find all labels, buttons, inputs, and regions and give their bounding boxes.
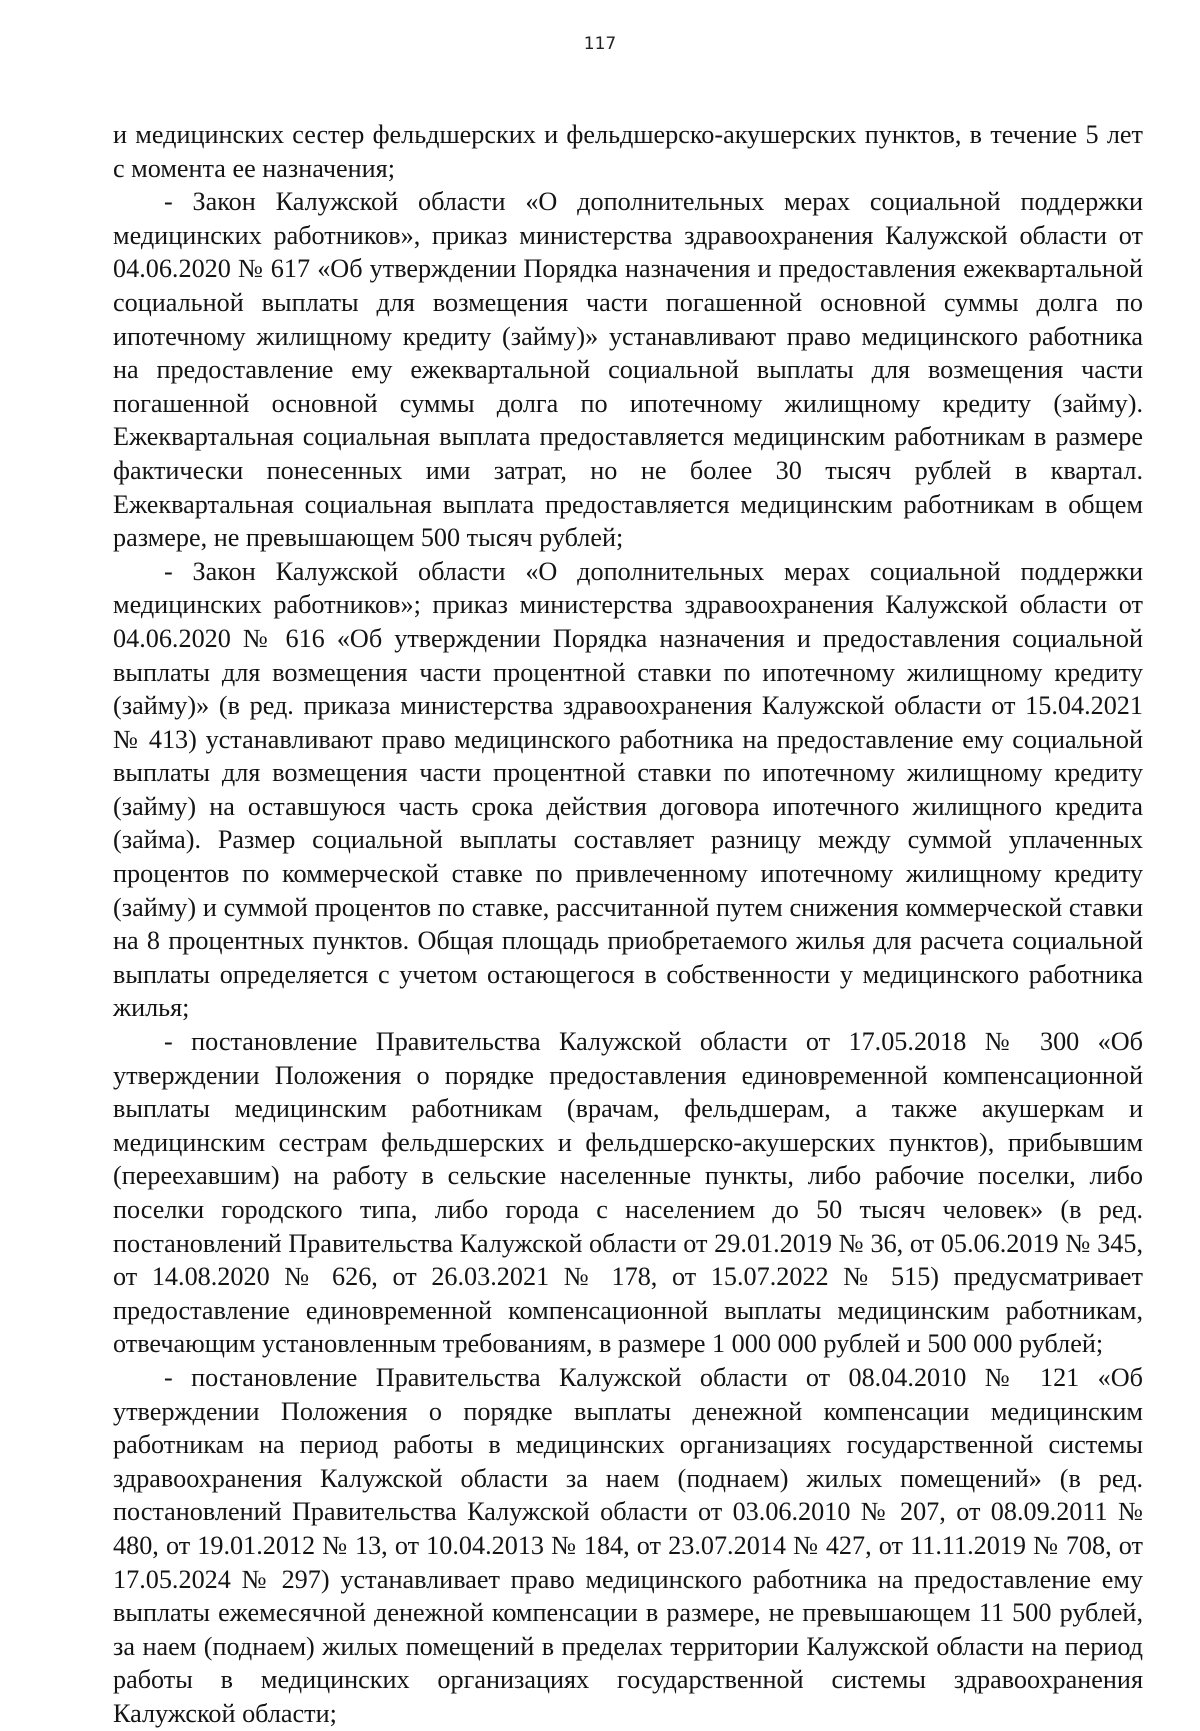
paragraph-continuation: и медицинских сестер фельдшерских и фельдшерско-акушерских пунктов, в течение 5 лет с момента ее назначения; (113, 120, 1143, 183)
paragraph-law-quarterly-payment: - Закон Калужской области «О дополнительных мерах социальной поддержки медицинских работников», приказ министерства здравоохранения Калужской области от 04.06.2020 № 617 «Об утверждении Порядка назначения и предоставления ежеквартальной социальной выплаты для возмещения части погашенной основной суммы долга по ипотечному жилищному кредиту (займу)» устанавливают право медицинского работника на предоставление ему ежеквартальной социальной выплаты для возмещения части погашенной основной суммы долга по ипотечному жилищному кредиту (займу). Ежеквартальная социальная выплата предоставляется медицинским работникам в размере фактически понесенных ими затрат, но не более 30 тысяч рублей в квартал. Ежеквартальная социальная выплата предоставляется медицинским работникам в общем размере, не превышающем 500 тысяч рублей; (113, 187, 1143, 553)
document-body (113, 118, 1143, 1731)
paragraph-resolution-compensation: - постановление Правительства Калужской области от 17.05.2018 № 300 «Об утверждении Положения о порядке предоставления единовременной компенсационной выплаты медицинским работникам (врачам, фельдшерам, а также акушеркам и медицинским сестрам фельдшерских и фельдшерско-акушерских пунктов), прибывшим (переехавшим) на работу в сельские населенные пункты, либо рабочие поселки, либо поселки городского типа, либо города с населением до 50 тысяч человек» (в ред. постановлений Правительства Калужской области от 29.01.2019 № 36, от 05.06.2019 № 345, от 14.08.2020 № 626, от 26.03.2021 № 178, от 15.07.2022 № 515) предусматривает предоставление единовременной компенсационной выплаты медицинским работникам, отвечающим установленным требованиям, в размере 1 000 000 рублей и 500 000 рублей; (113, 1027, 1143, 1359)
page-number: 117 (583, 34, 617, 54)
paragraph-law-interest-rate: - Закон Калужской области «О дополнительных мерах социальной поддержки медицинских работников»; приказ министерства здравоохранения Калужской области от 04.06.2020 № 616 «Об утверждении Порядка назначения и предоставления социальной выплаты для возмещения части процентной ставки по ипотечному жилищному кредиту (займу)» (в ред. приказа министерства здравоохранения Калужской области от 15.04.2021 № 413) устанавливают право медицинского работника на предоставление ему социальной выплаты для возмещения части процентной ставки по ипотечному жилищному кредиту (займу) на оставшуюся часть срока действия договора ипотечного жилищного кредита (займа). Размер социальной выплаты составляет разницу между суммой уплаченных процентов по коммерческой ставке по привлеченному ипотечному жилищному кредиту (займу) и суммой процентов по ставке, рассчитанной путем снижения коммерческой ставки на 8 процентных пунктов. Общая площадь приобретаемого жилья для расчета социальной выплаты определяется с учетом остающегося в собственности у медицинского работника жилья; (113, 556, 1143, 1023)
paragraph-resolution-rent: - постановление Правительства Калужской области от 08.04.2010 № 121 «Об утверждении Положения о порядке выплаты денежной компенсации медицинским работникам на период работы в медицинских организациях государственной системы здравоохранения Калужской области за наем (поднаем) жилых помещений» (в ред. постановлений Правительства Калужской области от 03.06.2010 № 207, от 08.09.2011 № 480, от 19.01.2012 № 13, от 10.04.2013 № 184, от 23.07.2014 № 427, от 11.11.2019 № 708, от 17.05.2024 № 297) устанавливает право медицинского работника на предоставление ему выплаты ежемесячной денежной компенсации в размере, не превышающем 11 500 рублей, за наем (поднаем) жилых помещений в пределах территории Калужской области на период работы в медицинских организациях государственной системы здравоохранения Калужской области; (113, 1362, 1143, 1728)
